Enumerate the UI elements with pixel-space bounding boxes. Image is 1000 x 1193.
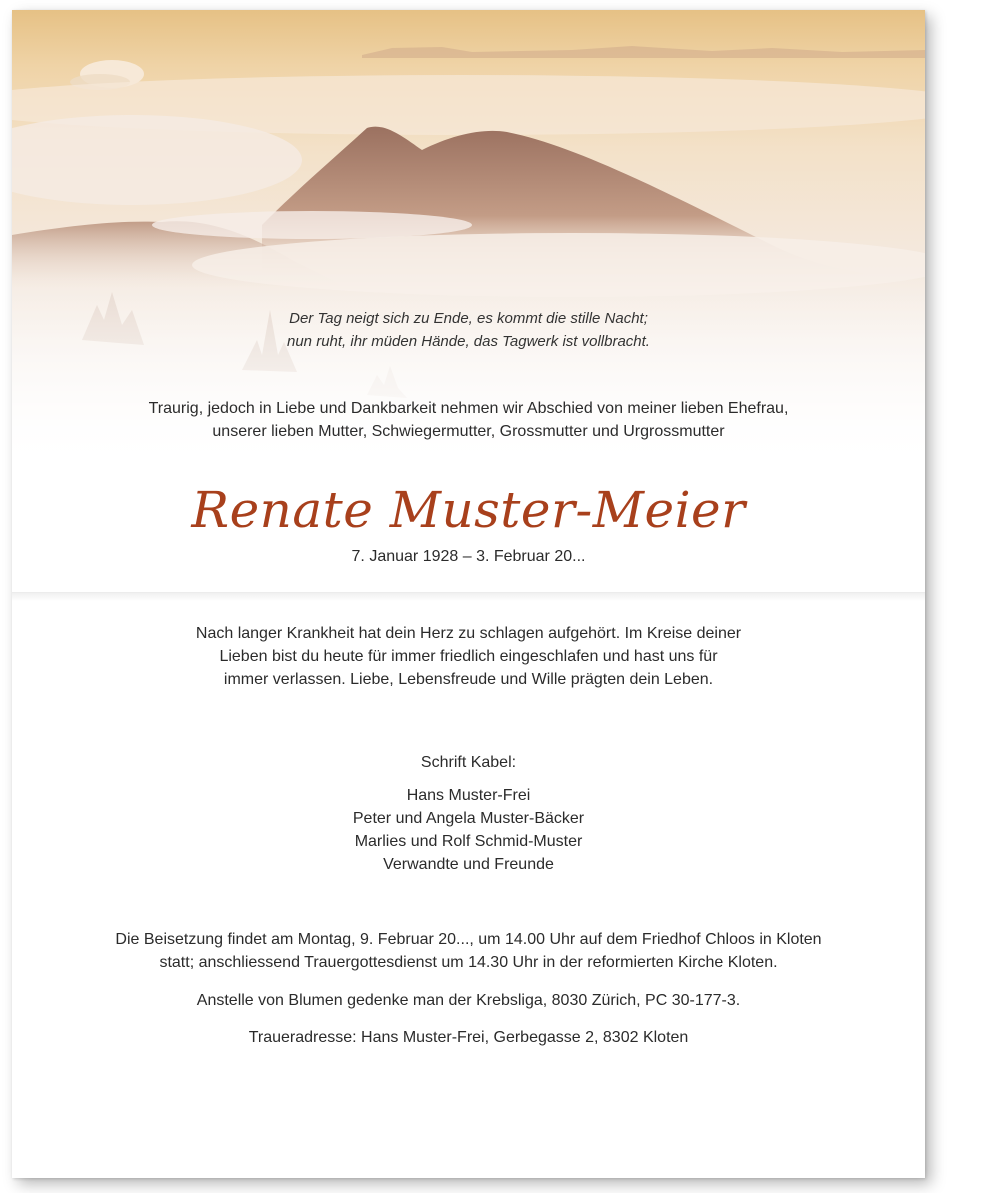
signatory-name: Marlies und Rolf Schmid-Muster: [354, 833, 583, 850]
message-line: immer verlassen. Liebe, Lebensfreude und Wille prägten dein Leben.: [223, 671, 714, 688]
life-dates: 7. Januar 1928 – 3. Februar 20...: [351, 548, 586, 565]
signatory-name: Verwandte und Freunde: [383, 856, 554, 873]
verse-line: nun ruht, ihr müden Hände, das Tagwerk ist vollbracht.: [287, 333, 650, 350]
fold-line: [12, 592, 925, 601]
deceased-name: Renate Muster-Meier: [191, 481, 746, 539]
signatory-name: Hans Muster-Frei: [406, 787, 531, 804]
signatories-heading: Schrift Kabel:: [420, 754, 517, 771]
intro-line: Traurig, jedoch in Liebe und Dankbarkeit nehmen wir Abschied von meiner lieben Ehefrau,: [148, 400, 789, 417]
intro-line: unserer lieben Mutter, Schwiegermutter, Grossmutter und Urgrossmutter: [212, 423, 725, 440]
signatories-list: [12, 784, 925, 876]
memorial-verse: [12, 307, 925, 353]
farewell-intro: [12, 397, 925, 443]
verse-line: Der Tag neigt sich zu Ende, es kommt die stille Nacht;: [289, 310, 648, 327]
mourning-address: Traueradresse: Hans Muster-Frei, Gerbegasse 2, 8302 Kloten: [248, 1029, 689, 1046]
memorial-message: [12, 622, 925, 691]
message-line: Nach langer Krankheit hat dein Herz zu schlagen aufgehört. Im Kreise deiner: [195, 625, 742, 642]
donation-note: Anstelle von Blumen gedenke man der Krebsliga, 8030 Zürich, PC 30-177-3.: [196, 992, 741, 1009]
signatory-name: Peter und Angela Muster-Bäcker: [352, 810, 585, 827]
burial-line: Die Beisetzung findet am Montag, 9. Februar 20..., um 14.00 Uhr auf dem Friedhof Chloos in Kloten: [115, 931, 822, 948]
burial-line: statt; anschliessend Trauergottesdienst um 14.30 Uhr in der reformierten Kirche Kloten.: [159, 954, 778, 971]
obituary-card: [12, 10, 925, 1178]
message-line: Lieben bist du heute für immer friedlich eingeschlafen und hast uns für: [219, 648, 718, 665]
burial-info: [12, 928, 925, 974]
